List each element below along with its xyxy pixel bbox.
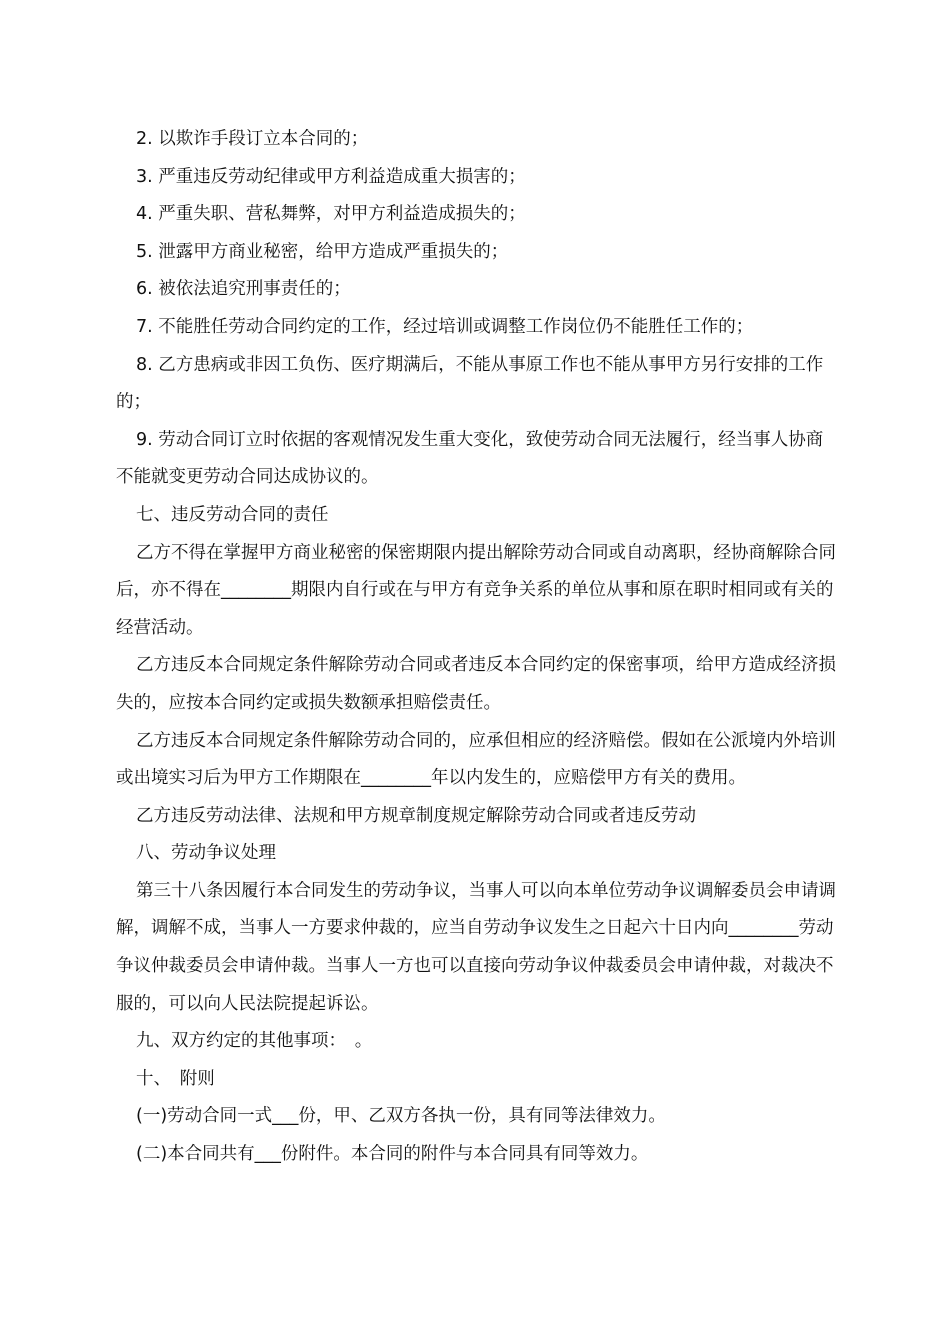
- section-heading-10: 十、 附则: [136, 1068, 215, 1089]
- appendix-item-1: (一)劳动合同一式___份，甲、乙双方各执一份，具有同等法律效力。: [136, 1106, 666, 1127]
- clause-item-9: 9. 劳动合同订立时依据的客观情况发生重大变化，致使劳动合同无法履行，经当事人协商不能就变更劳动合同达成协议的。: [116, 429, 824, 488]
- appendix-item-2: (二)本合同共有___份附件。本合同的附件与本合同具有同等效力。: [136, 1144, 649, 1165]
- body-paragraph: 乙方违反本合同规定条件解除劳动合同的，应承但相应的经济赔偿。假如在公派境内外培训或出境实习后为甲方工作期限在________年以内发生的，应赔偿甲方有关的费用。: [116, 730, 836, 789]
- clause-item-2: 2. 以欺诈手段订立本合同的；: [136, 129, 369, 149]
- section-heading-9: 九、双方约定的其他事项： 。: [136, 1031, 373, 1052]
- body-paragraph: 乙方不得在掌握甲方商业秘密的保密期限内提出解除劳动合同或自动离职，经协商解除合同后，亦不得在________期限内自行或在与甲方有竞争关系的单位从事和原在职时相同或有关的经营活动。: [116, 542, 836, 638]
- section-heading-7: 七、违反劳动合同的责任: [136, 504, 329, 525]
- clause-item-4: 4. 严重失职、营私舞弊，对甲方利益造成损失的；: [136, 204, 526, 225]
- document-body: [116, 121, 836, 1174]
- clause-item-7: 7. 不能胜任劳动合同约定的工作，经过培训或调整工作岗位仍不能胜任工作的；: [136, 316, 754, 337]
- section-heading-8: 八、劳动争议处理: [136, 843, 276, 864]
- body-paragraph: 乙方违反本合同规定条件解除劳动合同或者违反本合同约定的保密事项，给甲方造成经济损失的，应按本合同约定或损失数额承担赔偿责任。: [116, 655, 836, 713]
- body-paragraph: 第三十八条因履行本合同发生的劳动争议，当事人可以向本单位劳动争议调解委员会申请调解，调解不成，当事人一方要求仲裁的，应当自劳动争议发生之日起六十日内向________劳动争议仲裁委员会申请仲裁。当事人一方也可以直接向劳动争议仲裁委员会申请仲裁，对裁决不服的，可以向人民法院提起诉讼。: [116, 880, 836, 1014]
- clause-item-8: 8. 乙方患病或非因工负伤、医疗期满后，不能从事原工作也不能从事甲方另行安排的工作的；: [116, 354, 824, 413]
- body-paragraph: 乙方违反劳动法律、法规和甲方规章制度规定解除劳动合同或者违反劳动: [136, 805, 696, 826]
- clause-item-5: 5. 泄露甲方商业秘密，给甲方造成严重损失的；: [136, 241, 509, 262]
- clause-item-3: 3. 严重违反劳动纪律或甲方利益造成重大损害的；: [136, 166, 526, 187]
- clause-item-6: 6. 被依法追究刑事责任的；: [136, 279, 351, 300]
